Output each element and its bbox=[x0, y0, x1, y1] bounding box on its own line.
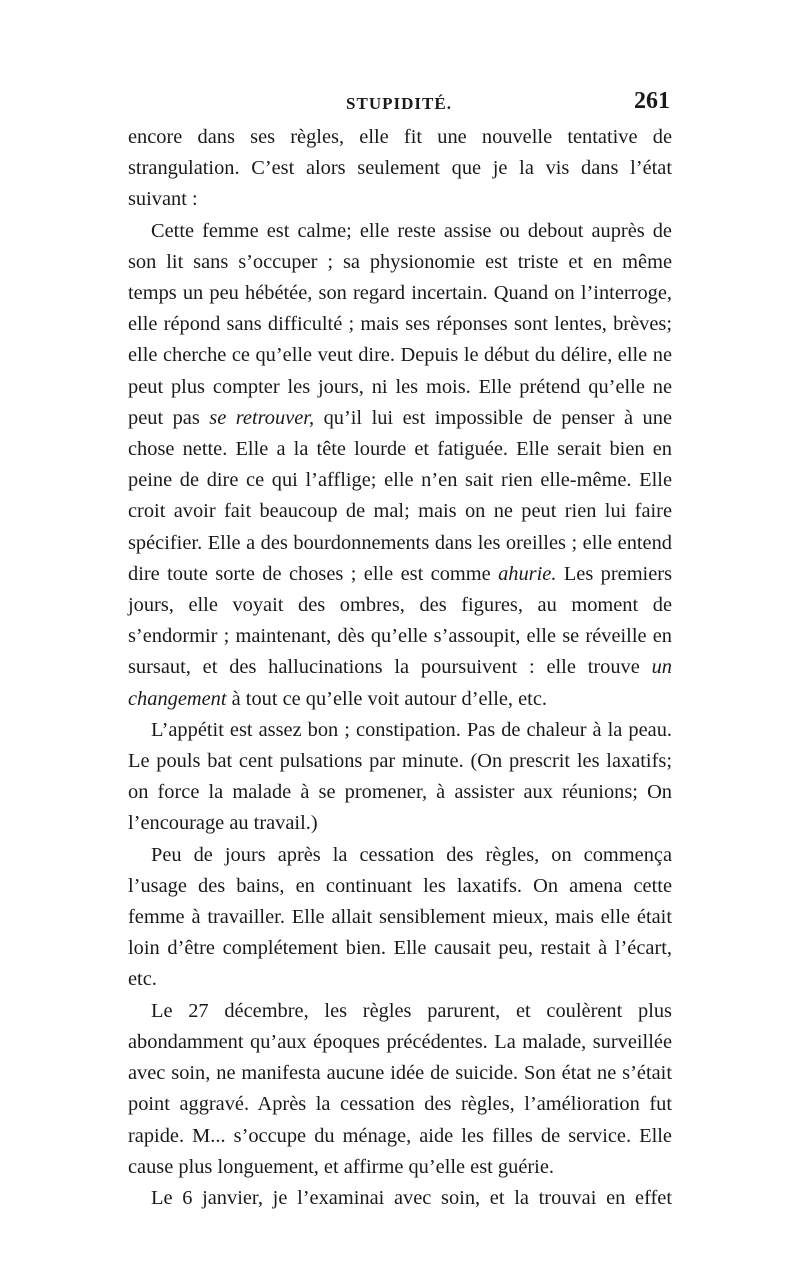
italic-text-run: se retrouver, bbox=[209, 406, 315, 429]
text-run: à tout ce qu’elle voit autour d’elle, etc. bbox=[226, 687, 547, 710]
running-head bbox=[128, 88, 670, 118]
paragraph-patient-state bbox=[128, 216, 672, 715]
text-run: qu’il lui est impossible de penser à une chose nette. Elle a la tête lourde et fatiguée. Elle serait bien en peine de dire ce qui l’afflige; elle n’en sait rien elle-même. Elle croit avoir fait beaucoup de mal; mais on ne peut rien lui faire spécifier. Elle a des bourdonnements dans les oreilles ; elle entend dire toute sorte de choses ; elle est comme bbox=[128, 406, 672, 585]
paragraph-december bbox=[128, 996, 672, 1183]
text-run: Les premiers jours, elle voyait des ombres, des figures, au moment de s’endormir ; maintenant, dès qu’elle s’assoupit, elle se réveille en sursaut, et des hallucinations la poursuivent : elle trouve bbox=[128, 562, 672, 679]
page-number: 261 bbox=[634, 88, 670, 114]
text-run: L’appétit est assez bon ; constipation. Pas de chaleur à la peau. Le pouls bat cent pulsations par minute. (On prescrit les laxatifs; on force la malade à se promener, à assister aux réunions; On l’encourage au travail.) bbox=[128, 718, 672, 835]
text-run: Peu de jours après la cessation des règles, on commença l’usage des bains, en continuant les laxatifs. On amena cette femme à travailler. Elle allait sensiblement mieux, mais elle était loin d’être complétement bien. Elle causait peu, restait à l’écart, etc. bbox=[128, 843, 672, 991]
text-run: encore dans ses règles, elle fit une nouvelle tentative de strangulation. C’est alors seulement que je la vis dans l’état suivant : bbox=[128, 126, 672, 211]
italic-text-run: ahurie. bbox=[498, 562, 557, 585]
paragraph-appetite bbox=[128, 715, 672, 840]
text-run: Cette femme est calme; elle reste assise ou debout auprès de son lit sans s’occuper ; sa physionomie est triste et en même temps un peu hébétée, son regard incertain. Quand on l’interroge, elle répond sans difficulté ; mais ses réponses sont lentes, brèves; elle cherche ce qu’elle veut dire. Depuis le début du délire, elle ne peut plus compter les jours, ni les mois. Elle prétend qu’elle ne peut pas bbox=[128, 219, 672, 429]
paragraph-baths bbox=[128, 840, 672, 996]
running-title: STUPIDITÉ. bbox=[346, 94, 452, 113]
body-text bbox=[128, 122, 672, 1214]
paragraph-january bbox=[128, 1183, 672, 1214]
text-run: Le 6 janvier, je l’examinai avec soin, et la trouvai en effet bbox=[151, 1186, 672, 1209]
paragraph-continued bbox=[128, 122, 672, 216]
italic-text-run: un changement bbox=[128, 656, 672, 710]
text-run: Le 27 décembre, les règles parurent, et coulèrent plus abondamment qu’aux époques précédentes. La malade, surveillée avec soin, ne manifesta aucune idée de suicide. Son état ne s’était point aggravé. Après la cessation des règles, l’amélioration fut rapide. M... s’occupe du ménage, aide les filles de service. Elle cause plus longuement, et affirme qu’elle est guérie. bbox=[128, 999, 672, 1178]
